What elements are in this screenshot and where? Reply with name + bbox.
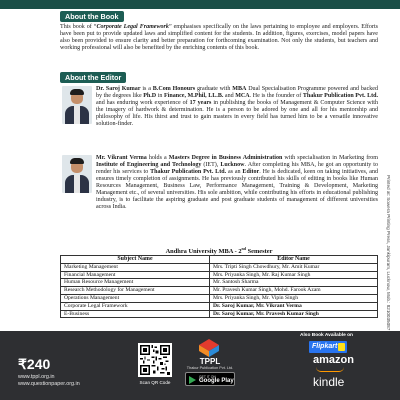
subject-cell: Human Resource Management bbox=[61, 279, 210, 287]
text-run: and has enduring work experience of bbox=[96, 100, 190, 107]
header-subject: Subject Name bbox=[61, 256, 210, 264]
editor1-photo bbox=[62, 86, 92, 124]
table-row bbox=[61, 287, 378, 295]
text-run: Institute of Engineering and Technology bbox=[96, 162, 202, 169]
editor-cell: Dr. Saroj Kumar, Mr. Vikrant Verma bbox=[209, 302, 377, 310]
tppl-logo-icon bbox=[197, 338, 221, 358]
table-header-row bbox=[61, 256, 378, 264]
table-row bbox=[61, 294, 378, 302]
text-run: . He is dedicated, keen on taking initiatives, and ensures timely completion of assignments. He has previously contributed his skills of editing in books like Human Resources Management, Business Law, Performance Management, Training & Development, Marketing Management etc., of several universities. His sole ambition, while contributing his efforts in educational publishing industry, is to facilitate the aspiring graduate and post graduate students of management of different universities across India. bbox=[96, 169, 378, 211]
text-run: in publishing the books of Management & Computer Science with the imagery of hardwork & determination. He is a person to be adored by one and all for his mentorship and philosophy of life. His thirst and trust to gain masters in every field has turned him to be a versatile innovative solution-finder. bbox=[96, 100, 378, 128]
subject-cell: Corporate Legal Framework bbox=[61, 302, 210, 310]
website-link-1[interactable]: www.tppl.org.in bbox=[18, 374, 55, 380]
table-title bbox=[60, 246, 378, 255]
text-run: This book of “ bbox=[60, 24, 97, 30]
about-book-heading: About the Book bbox=[60, 11, 124, 22]
editor-cell: Dr. Saroj Kumar, Mr. Pravesh Kumar Singh bbox=[209, 310, 377, 318]
editor-cell: Mr. Pravesh Kumar Singh, Mohd. Farook Azam bbox=[209, 287, 377, 295]
text-run: as an bbox=[226, 169, 243, 176]
text-run: Masters Degree in Business Administration bbox=[168, 155, 283, 161]
table-title-end: Semester bbox=[246, 248, 273, 256]
header-editor: Editor Name bbox=[209, 256, 377, 264]
google-play-badge[interactable] bbox=[185, 372, 235, 386]
flipkart-label: Flipkart bbox=[312, 343, 338, 350]
table-title-sup: nd bbox=[241, 246, 246, 251]
text-run: Editor bbox=[242, 169, 260, 176]
text-run: Corporate Legal Framework bbox=[96, 24, 169, 30]
flipkart-bag-icon bbox=[338, 343, 345, 351]
amazon-logo[interactable]: amazon bbox=[313, 354, 354, 366]
text-run: . After completing his MBA, he got an opportunity to render his services to bbox=[96, 162, 378, 176]
play-badge-small: GET IT ON bbox=[199, 374, 216, 379]
editor-cell: Mrs. Tripti Singh Chowdhury, Mr. Amit Kumar bbox=[209, 263, 377, 271]
text-run: MCA bbox=[235, 93, 250, 100]
subjects-table bbox=[60, 255, 378, 318]
text-run: Mr. Vikrant Verma bbox=[96, 155, 147, 161]
text-run: B.Com Honours bbox=[152, 86, 196, 92]
text-run: with specialisation in Marketing from bbox=[282, 155, 378, 161]
brand-subtitle: Thakur Publication Pvt. Ltd. bbox=[186, 366, 234, 370]
text-run: ” emphasises specifically on the laws pertaining to employee and employers. Efforts have been put to provide updated laws and simplified content for the students. In addition, figures, exercises, model papers have also been provided to ensure clarity and better preparation for forthcoming examination. Not only the students, but teachers and working professional will also be benefited by the enriching contents of this book. bbox=[60, 24, 378, 52]
subject-cell: Research Methodology for Management bbox=[61, 287, 210, 295]
table-body bbox=[61, 263, 378, 318]
editor2-bio bbox=[96, 155, 378, 211]
brand-name: TPPL bbox=[199, 357, 221, 366]
kindle-logo[interactable]: kindle bbox=[313, 375, 345, 389]
also-available-label: Also Book Available on bbox=[300, 333, 353, 338]
table-row bbox=[61, 279, 378, 287]
editor-cell: Mrs. Priyanka Singh, Mr. Vipin Singh bbox=[209, 294, 377, 302]
top-band bbox=[0, 0, 400, 9]
text-run: is a bbox=[140, 86, 153, 92]
subject-cell: Marketing Management bbox=[61, 263, 210, 271]
qr-code[interactable] bbox=[138, 343, 172, 377]
subject-cell: Financial Management bbox=[61, 271, 210, 279]
editor-cell: Mrs. Priyanka Singh, Mr. Raj Kumar Singh bbox=[209, 271, 377, 279]
about-editor-heading: About the Editor bbox=[60, 72, 126, 83]
play-store-icon bbox=[189, 376, 196, 384]
text-run: Finance, M.Phil, LL.B. bbox=[163, 93, 224, 100]
subject-cell: E-Business bbox=[61, 310, 210, 318]
table-row bbox=[61, 263, 378, 271]
editor-cell: Mr. Santosh Sharma bbox=[209, 279, 377, 287]
qr-code-icon bbox=[140, 345, 170, 375]
table-row bbox=[61, 271, 378, 279]
text-run: in bbox=[156, 93, 164, 100]
qr-caption: Scan QR Code bbox=[139, 380, 171, 385]
table-row bbox=[61, 302, 378, 310]
text-run: Dual Specialisation Programme powered and backed by the degrees like bbox=[96, 86, 378, 100]
left-margin-strip bbox=[0, 9, 58, 331]
play-badge-big: Google Play bbox=[199, 378, 234, 384]
table-title-main: Andhra University MBA - 2 bbox=[165, 248, 242, 256]
text-run: and bbox=[223, 93, 236, 100]
text-run: Thakur Publication Pvt. Ltd. bbox=[302, 93, 378, 100]
price: ₹240 bbox=[18, 356, 51, 372]
text-run: Ph.D bbox=[143, 93, 157, 100]
editor2-photo bbox=[62, 155, 92, 193]
text-run: MBA bbox=[232, 86, 247, 92]
text-run: 17 years bbox=[189, 100, 212, 107]
flipkart-logo[interactable] bbox=[309, 341, 347, 353]
text-run: Thakur Publication Pvt. Ltd. bbox=[150, 169, 227, 176]
subject-cell: Operations Management bbox=[61, 294, 210, 302]
amazon-smile-icon bbox=[316, 367, 344, 372]
text-run: graduate with bbox=[195, 86, 233, 92]
text-run: Lucknow bbox=[220, 162, 245, 169]
table-row bbox=[61, 310, 378, 318]
text-run: (IET), bbox=[201, 162, 221, 169]
editor1-bio bbox=[96, 86, 378, 128]
printer-imprint bbox=[386, 175, 391, 183]
text-run: holds a bbox=[146, 155, 169, 161]
website-link-2[interactable]: www.questionpaper.org.in bbox=[18, 381, 80, 387]
about-book-paragraph bbox=[60, 24, 378, 52]
text-run: . He is the founder of bbox=[249, 93, 303, 100]
text-run: Dr. Saroj Kumar bbox=[96, 86, 141, 92]
